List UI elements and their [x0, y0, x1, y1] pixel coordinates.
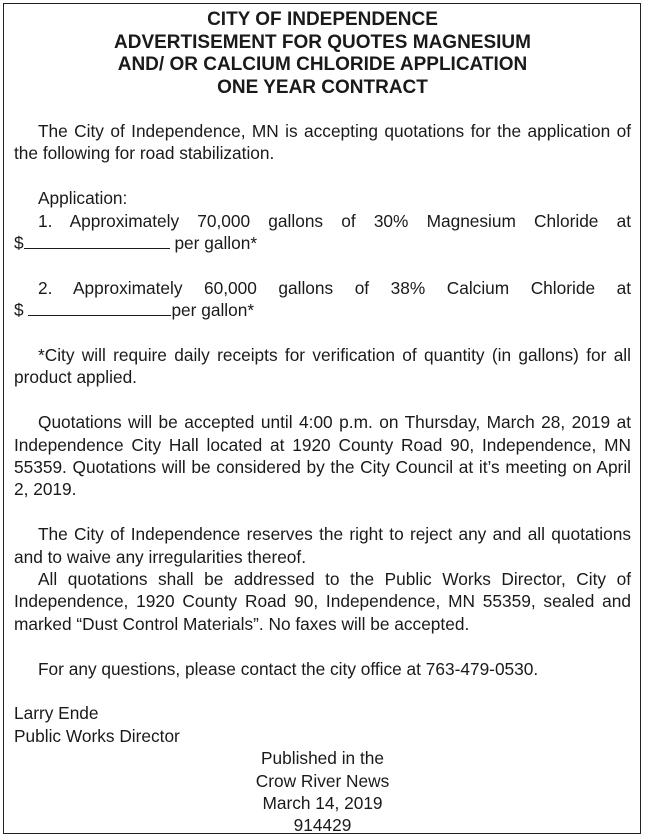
- application-item-2: 2. Approximately 60,000 gallons of 38% Calcium Chloride at: [38, 277, 631, 298]
- deadline-paragraph: Quotations will be accepted until 4:00 p.m. on Thursday, March 28, 2019 at Independence City Hall located at 1920 County Road 90, Independence, MN 55359. Quotations will be considered by the City Council at it’s meeting on April 2, 2019.: [14, 412, 631, 500]
- price-blank-1: [24, 234, 170, 249]
- reserve-paragraph: The City of Independence reserves the right to reject any and all quotations and to waive any irregularities thereof.: [14, 524, 631, 567]
- publication-info: [14, 747, 631, 837]
- unit-label-1: per gallon*: [174, 233, 258, 254]
- publication-line-3: March 14, 2019: [262, 793, 383, 814]
- contact-paragraph: For any questions, please contact the city office at 763-479-0530.: [38, 658, 539, 679]
- heading-line-2: ADVERTISEMENT FOR QUOTES MAGNESIUM: [114, 31, 531, 53]
- receipts-note: *City will require daily receipts for verification of quantity (in gallons) for all product applied.: [14, 345, 631, 388]
- application-item-2-price: [14, 299, 631, 321]
- application-item-1-price: [14, 232, 631, 254]
- signature-name: Larry Ende: [14, 703, 99, 724]
- heading-line-4: ONE YEAR CONTRACT: [217, 76, 428, 98]
- currency-symbol-2: $: [14, 300, 24, 321]
- heading-line-3: AND/ OR CALCIUM CHLORIDE APPLICATION: [117, 54, 528, 75]
- unit-label-2: per gallon*: [171, 300, 255, 321]
- application-label: Application:: [38, 188, 128, 209]
- notice-heading: [14, 9, 631, 99]
- intro-paragraph: The City of Independence, MN is accepting quotations for the application of the following for road stabilization.: [14, 121, 631, 164]
- public-notice: [14, 9, 631, 837]
- publication-line-2: Crow River News: [255, 770, 390, 791]
- currency-symbol-1: $: [14, 233, 24, 254]
- application-item-1: 1. Approximately 70,000 gallons of 30% Magnesium Chloride at: [38, 210, 631, 231]
- publication-line-4: 914429: [293, 815, 352, 836]
- heading-line-1: CITY OF INDEPENDENCE: [207, 9, 438, 30]
- price-blank-2: [28, 301, 171, 316]
- address-paragraph: All quotations shall be addressed to the Public Works Director, City of Independence, 1920 County Road 90, Independence, MN 55359, sealed and marked “Dust Control Materials”. No faxes will be accepted.: [14, 569, 631, 634]
- signature-title: Public Works Director: [14, 725, 180, 746]
- publication-line-1: Published in the: [261, 748, 384, 769]
